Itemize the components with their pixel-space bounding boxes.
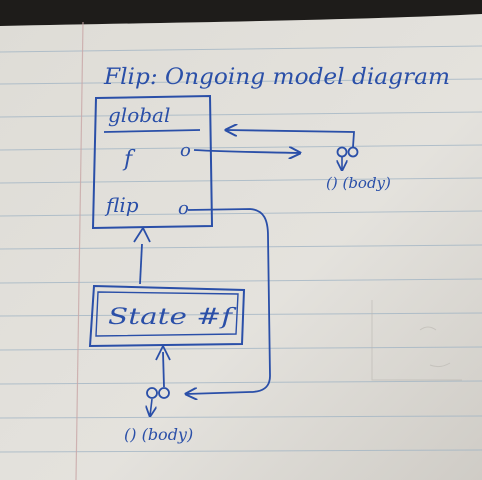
var-value-f: o [180,140,191,161]
global-frame-label: global [108,103,171,127]
var-name-f: f [124,147,133,172]
diagram-title: Flip: Ongoing model diagram [102,65,451,90]
closure-bottom-label: () (body) [124,425,194,444]
closure-top-label: () (body) [326,174,391,192]
var-name-flip: flip [106,193,139,217]
var-value-flip: o [178,198,189,219]
closure-bottom-env-pointer [163,352,164,387]
state-frame-label: State #f [108,305,238,330]
